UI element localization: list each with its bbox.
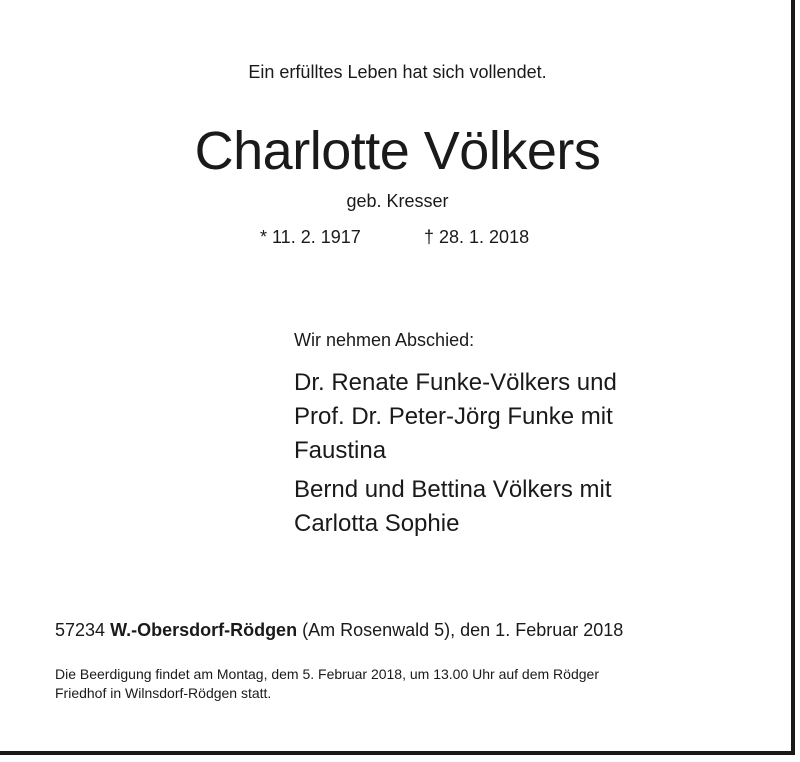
mourner-line: Prof. Dr. Peter-Jörg Funke mit: [294, 403, 613, 430]
mourner-group: [294, 366, 714, 468]
mourners-list: [294, 366, 714, 546]
birth-date: * 11. 2. 1917: [260, 227, 361, 247]
motto-text: Ein erfülltes Leben hat sich vollendet.: [248, 62, 547, 82]
maiden-name: geb. Kresser: [346, 191, 449, 211]
mourner-group: [294, 473, 714, 541]
funeral-notice-line: Friedhof in Wilnsdorf-Rödgen statt.: [55, 685, 272, 701]
postcode: 57234: [55, 620, 106, 640]
address-and-date: (Am Rosenwald 5), den 1. Februar 2018: [302, 620, 624, 640]
town-name: W.-Obersdorf-Rödgen: [110, 620, 298, 640]
farewell-intro: Wir nehmen Abschied:: [294, 330, 475, 350]
mourner-line: Bernd und Bettina Völkers mit: [294, 476, 612, 503]
death-date: † 28. 1. 2018: [424, 227, 530, 247]
mourner-line: Carlotta Sophie: [294, 510, 460, 537]
mourner-line: Faustina: [294, 437, 387, 464]
mourner-line: Dr. Renate Funke-Völkers und: [294, 369, 617, 396]
funeral-notice: [55, 665, 715, 703]
deceased-name: Charlotte Völkers: [194, 121, 601, 181]
place-and-date-line: [55, 620, 623, 641]
funeral-notice-line: Die Beerdigung findet am Montag, dem 5. Februar 2018, um 13.00 Uhr auf dem Rödger: [55, 666, 599, 682]
